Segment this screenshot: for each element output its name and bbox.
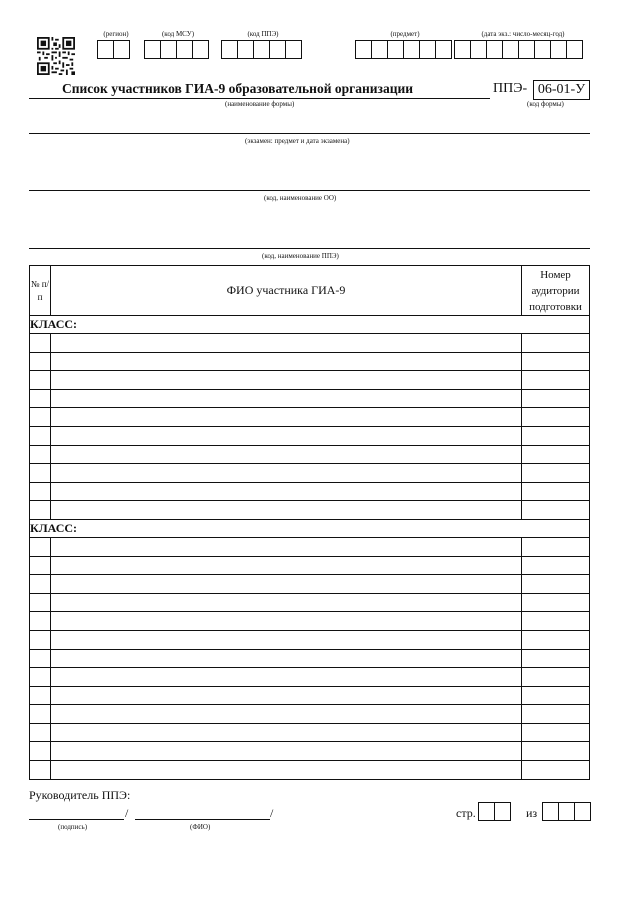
row-room-cell[interactable] xyxy=(522,630,590,649)
ppe-cell[interactable] xyxy=(221,40,238,59)
date-cell[interactable] xyxy=(550,40,567,59)
exam-date-label: (дата экз.: число-месяц-год) xyxy=(481,30,565,38)
ppe-code-cells[interactable] xyxy=(221,40,302,59)
slash-separator: / xyxy=(125,806,129,820)
msu-code-label: (код МСУ) xyxy=(161,30,195,38)
slash-separator: / xyxy=(270,806,274,820)
row-name-cell[interactable] xyxy=(50,612,521,631)
row-number-cell[interactable] xyxy=(30,537,51,556)
msu-cell[interactable] xyxy=(144,40,161,59)
signature-line[interactable] xyxy=(29,819,124,820)
ppe-line[interactable] xyxy=(29,248,590,249)
row-name-cell[interactable] xyxy=(50,723,521,742)
row-room-cell[interactable] xyxy=(522,593,590,612)
row-room-cell[interactable] xyxy=(522,668,590,687)
row-name-cell[interactable] xyxy=(50,649,521,668)
table-row[interactable] xyxy=(30,612,590,631)
table-row[interactable] xyxy=(30,501,590,520)
table-row[interactable] xyxy=(30,482,590,501)
ppe-cell[interactable] xyxy=(285,40,302,59)
row-name-cell[interactable] xyxy=(50,445,521,464)
subject-cell[interactable] xyxy=(403,40,420,59)
exam-line[interactable] xyxy=(29,133,590,134)
table-header xyxy=(30,266,590,316)
row-room-cell[interactable] xyxy=(522,723,590,742)
table-row[interactable] xyxy=(30,556,590,575)
date-cell[interactable] xyxy=(566,40,583,59)
row-name-cell[interactable] xyxy=(50,742,521,761)
row-room-cell[interactable] xyxy=(522,408,590,427)
row-name-cell[interactable] xyxy=(50,464,521,483)
oo-caption: (код, наименование ОО) xyxy=(264,194,337,202)
date-cell[interactable] xyxy=(470,40,487,59)
row-room-cell[interactable] xyxy=(522,389,590,408)
date-cell[interactable] xyxy=(502,40,519,59)
col-name-header: ФИО участника ГИА-9 xyxy=(50,266,521,316)
col-number-header: № п/п xyxy=(30,266,51,316)
subject-code-cells[interactable] xyxy=(355,40,452,59)
region-cell[interactable] xyxy=(97,40,114,59)
row-name-cell[interactable] xyxy=(50,408,521,427)
row-room-cell[interactable] xyxy=(522,575,590,594)
row-room-cell[interactable] xyxy=(522,445,590,464)
subject-label: (предмет) xyxy=(390,30,420,38)
row-name-cell[interactable] xyxy=(50,352,521,371)
row-name-cell[interactable] xyxy=(50,426,521,445)
ppe-cell[interactable] xyxy=(269,40,286,59)
row-number-cell[interactable] xyxy=(30,426,51,445)
table-row[interactable] xyxy=(30,761,590,780)
signature-caption: (подпись) xyxy=(58,823,88,831)
row-number-cell[interactable] xyxy=(30,649,51,668)
exam-caption: (экзамен: предмет и дата экзамена) xyxy=(245,137,350,145)
row-number-cell[interactable] xyxy=(30,612,51,631)
row-room-cell[interactable] xyxy=(522,742,590,761)
row-name-cell[interactable] xyxy=(50,761,521,780)
total-cell[interactable] xyxy=(574,802,591,821)
row-room-cell[interactable] xyxy=(522,537,590,556)
row-name-cell[interactable] xyxy=(50,556,521,575)
class-label: КЛАСС: xyxy=(30,316,590,334)
total-cell[interactable] xyxy=(542,802,559,821)
title-underline xyxy=(29,98,490,99)
row-room-cell[interactable] xyxy=(522,556,590,575)
row-room-cell[interactable] xyxy=(522,352,590,371)
section-2-rows xyxy=(30,537,590,779)
row-number-cell[interactable] xyxy=(30,501,51,520)
row-number-cell[interactable] xyxy=(30,464,51,483)
form-title: Список участников ГИА-9 образовательной организации xyxy=(62,81,414,96)
row-room-cell[interactable] xyxy=(522,705,590,724)
table-row[interactable] xyxy=(30,334,590,353)
row-name-cell[interactable] xyxy=(50,575,521,594)
fio-caption: (ФИО) xyxy=(190,823,211,831)
row-name-cell[interactable] xyxy=(50,686,521,705)
row-room-cell[interactable] xyxy=(522,649,590,668)
table-row[interactable] xyxy=(30,742,590,761)
table-row[interactable] xyxy=(30,630,590,649)
row-room-cell[interactable] xyxy=(522,426,590,445)
row-name-cell[interactable] xyxy=(50,334,521,353)
row-room-cell[interactable] xyxy=(522,501,590,520)
table-row[interactable] xyxy=(30,371,590,390)
row-name-cell[interactable] xyxy=(50,537,521,556)
subject-cell[interactable] xyxy=(419,40,436,59)
row-name-cell[interactable] xyxy=(50,668,521,687)
row-number-cell[interactable] xyxy=(30,742,51,761)
date-cell[interactable] xyxy=(454,40,471,59)
table-row[interactable] xyxy=(30,705,590,724)
oo-line[interactable] xyxy=(29,190,590,191)
row-number-cell[interactable] xyxy=(30,593,51,612)
row-number-cell[interactable] xyxy=(30,482,51,501)
table-row[interactable] xyxy=(30,445,590,464)
date-cell[interactable] xyxy=(518,40,535,59)
region-code-cells[interactable] xyxy=(97,40,130,59)
page-cell[interactable] xyxy=(478,802,495,821)
table-row[interactable] xyxy=(30,686,590,705)
msu-cell[interactable] xyxy=(192,40,209,59)
row-number-cell[interactable] xyxy=(30,761,51,780)
row-number-cell[interactable] xyxy=(30,334,51,353)
section-1-rows xyxy=(30,334,590,520)
row-number-cell[interactable] xyxy=(30,556,51,575)
ppe-cell[interactable] xyxy=(237,40,254,59)
row-number-cell[interactable] xyxy=(30,575,51,594)
row-number-cell[interactable] xyxy=(30,352,51,371)
subject-cell[interactable] xyxy=(355,40,372,59)
row-name-cell[interactable] xyxy=(50,501,521,520)
page-number-cells[interactable] xyxy=(478,802,511,821)
table-row[interactable] xyxy=(30,537,590,556)
table-row[interactable] xyxy=(30,649,590,668)
qr-code-icon xyxy=(37,37,75,75)
row-number-cell[interactable] xyxy=(30,371,51,390)
participants-table xyxy=(29,265,590,780)
total-pages-cells[interactable] xyxy=(542,802,591,821)
table-row[interactable] xyxy=(30,464,590,483)
table-row[interactable] xyxy=(30,723,590,742)
form-title-caption: (наименование формы) xyxy=(225,100,295,108)
form-code-caption: (код формы) xyxy=(527,100,564,108)
row-number-cell[interactable] xyxy=(30,705,51,724)
form-code-prefix: ППЭ- xyxy=(493,81,528,96)
row-name-cell[interactable] xyxy=(50,371,521,390)
class-label: КЛАСС: xyxy=(30,519,590,537)
date-cell[interactable] xyxy=(534,40,551,59)
row-room-cell[interactable] xyxy=(522,482,590,501)
subject-cell[interactable] xyxy=(435,40,452,59)
row-number-cell[interactable] xyxy=(30,723,51,742)
msu-code-cells[interactable] xyxy=(144,40,209,59)
table-row[interactable] xyxy=(30,352,590,371)
total-cell[interactable] xyxy=(558,802,575,821)
table-row[interactable] xyxy=(30,389,590,408)
row-name-cell[interactable] xyxy=(50,705,521,724)
table-row[interactable] xyxy=(30,426,590,445)
subject-cell[interactable] xyxy=(387,40,404,59)
page-cell[interactable] xyxy=(494,802,511,821)
row-room-cell[interactable] xyxy=(522,371,590,390)
row-name-cell[interactable] xyxy=(50,389,521,408)
row-name-cell[interactable] xyxy=(50,482,521,501)
ppe-caption: (код, наименование ППЭ) xyxy=(262,252,339,260)
exam-date-cells[interactable] xyxy=(454,40,583,59)
region-label: (регион) xyxy=(103,30,129,38)
class-row xyxy=(30,316,590,334)
row-number-cell[interactable] xyxy=(30,389,51,408)
row-name-cell[interactable] xyxy=(50,593,521,612)
table-row[interactable] xyxy=(30,408,590,427)
region-cell[interactable] xyxy=(113,40,130,59)
subject-cell[interactable] xyxy=(371,40,388,59)
msu-cell[interactable] xyxy=(160,40,177,59)
row-number-cell[interactable] xyxy=(30,686,51,705)
row-name-cell[interactable] xyxy=(50,630,521,649)
ppe-cell[interactable] xyxy=(253,40,270,59)
table-row[interactable] xyxy=(30,575,590,594)
page-label: стр. xyxy=(456,806,476,820)
col-room-header: Номер аудитории подготовки xyxy=(522,266,590,316)
ppe-code-label: (код ППЭ) xyxy=(247,30,279,38)
class-row xyxy=(30,519,590,537)
row-number-cell[interactable] xyxy=(30,445,51,464)
row-room-cell[interactable] xyxy=(522,761,590,780)
row-room-cell[interactable] xyxy=(522,334,590,353)
table-row[interactable] xyxy=(30,668,590,687)
date-cell[interactable] xyxy=(486,40,503,59)
row-room-cell[interactable] xyxy=(522,464,590,483)
table-row[interactable] xyxy=(30,593,590,612)
row-room-cell[interactable] xyxy=(522,686,590,705)
fio-line[interactable] xyxy=(135,819,270,820)
row-room-cell[interactable] xyxy=(522,612,590,631)
msu-cell[interactable] xyxy=(176,40,193,59)
of-label: из xyxy=(526,806,538,820)
ppe-head-label: Руководитель ППЭ: xyxy=(29,788,131,802)
row-number-cell[interactable] xyxy=(30,668,51,687)
row-number-cell[interactable] xyxy=(30,630,51,649)
form-code-box: 06-01-У xyxy=(533,80,590,100)
row-number-cell[interactable] xyxy=(30,408,51,427)
